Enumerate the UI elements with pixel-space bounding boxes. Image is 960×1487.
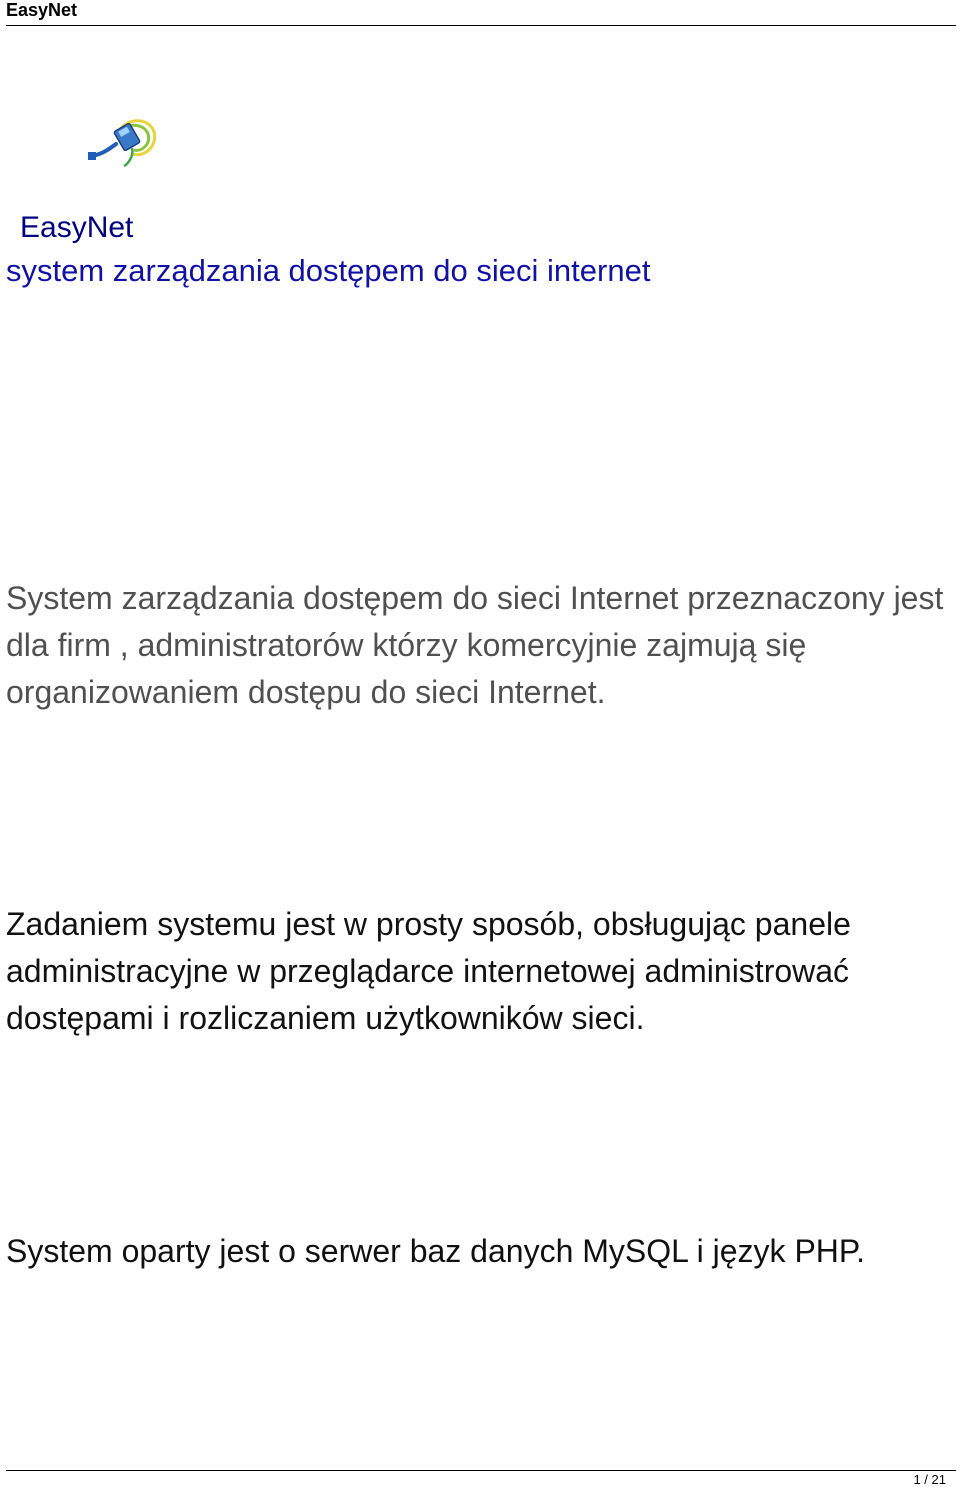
page-header [0, 0, 960, 26]
brand-name: EasyNet [20, 211, 134, 244]
intro-paragraph: System zarządzania dostępem do sieci Internet przeznaczony jest dla firm , administratorów którzy komercyjnie zajmują się organizowaniem dostępu do sieci Internet. [6, 580, 944, 710]
header-divider [6, 25, 956, 26]
technology-paragraph: System oparty jest o serwer baz danych MySQL i język PHP. [6, 1233, 865, 1269]
footer-divider [6, 1470, 956, 1471]
page-number: 1 / 21 [913, 1472, 946, 1487]
header-title: EasyNet [6, 0, 78, 20]
purpose-paragraph: Zadaniem systemu jest w prosty sposób, obsługując panele administracyjne w przeglądarce internetowej administrować dostępami i rozliczaniem użytkowników sieci. [6, 906, 851, 1036]
network-cable-logo-icon [88, 114, 158, 168]
brand-subtitle: system zarządzania dostępem do sieci internet [6, 253, 651, 288]
